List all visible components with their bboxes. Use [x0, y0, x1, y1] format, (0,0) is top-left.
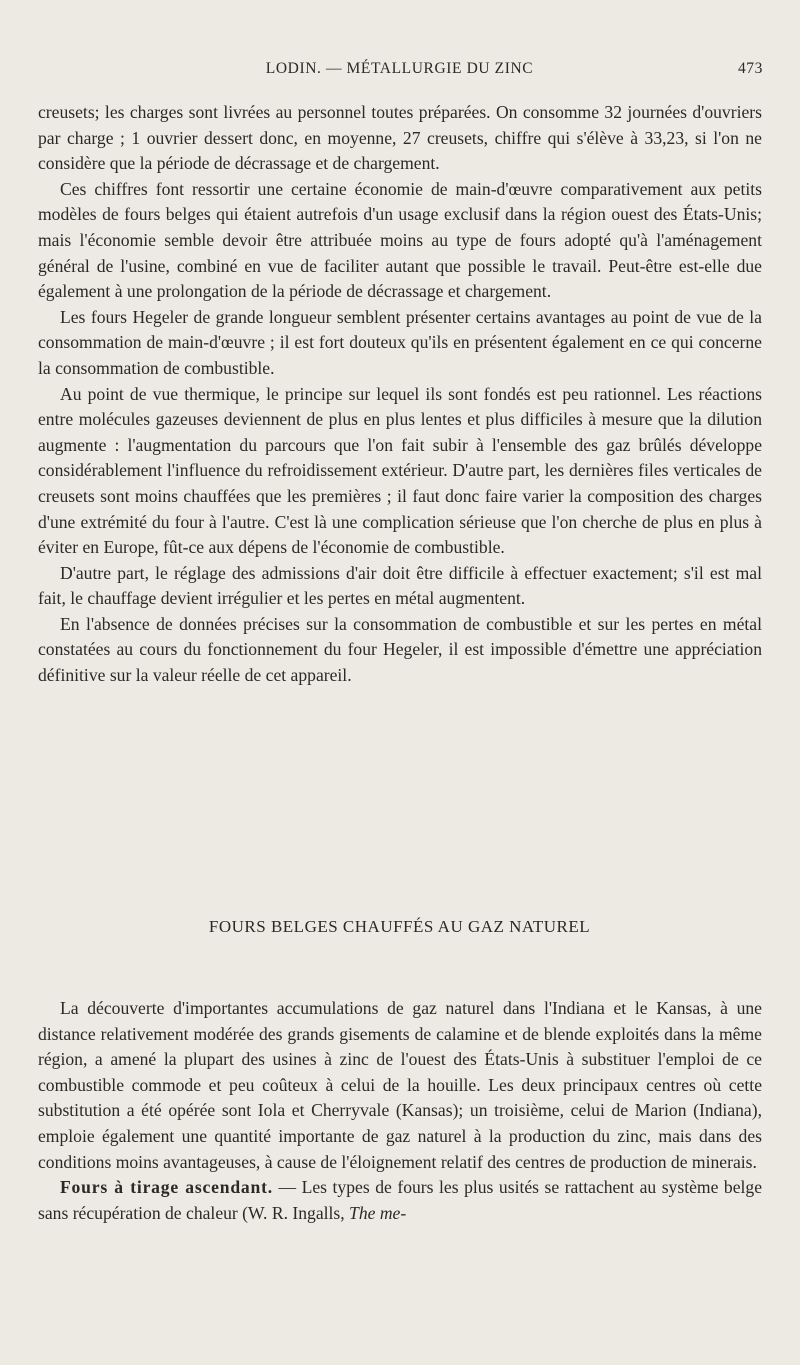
paragraph-air-regulation: D'autre part, le réglage des admissions d'air doit être difficile à effectuer exactement; s'il est mal fait, le chauffage devient irrégulier et les pertes en métal augmentent. [38, 562, 762, 609]
run-in-text: — Les types de fours les plus usités se rattachent au système belge sans récupération de chaleur (W. R. Ingalls, [38, 1177, 763, 1223]
paragraph-continuation: creusets; les charges sont livrées au personnel toutes préparées. On consomme 32 journées d'ouvriers par charge ; 1 ouvrier dessert donc, en moyenne, 27 creusets, chiffre qui s'élève à 33,23, si l'on ne considère que la période de décrassage et de chargement. [38, 102, 762, 174]
section-title: FOURS BELGES CHAUFFÉS AU GAZ NATUREL [208, 917, 591, 936]
body-text-top [38, 100, 762, 689]
body-text-bottom [38, 996, 762, 1226]
paragraph-labor-economy: Ces chiffres font ressortir une certaine économie de main-d'œuvre comparativement aux petits modèles de fours belges qui étaient autrefois d'un usage exclusif dans la région ouest des États-Unis; mais l'économie semble devoir être attribuée moins au type de fours adopté qu'à l'aménagement général de l'usine, combiné en vue de faciliter autant que possible le travail. Peut-être est-elle due également à une prolongation de la période de décrassage et chargement. [38, 178, 762, 302]
paragraph-updraft-furnaces [38, 1175, 762, 1226]
run-in-heading: Fours à tirage ascendant. [60, 1177, 273, 1198]
paragraph-thermal-principle: Au point de vue thermique, le principe sur lequel ils sont fondés est peu rationnel. Les réactions entre molécules gazeuses deviennent de plus en plus lentes et plus difficiles à mesure que la dilution augmente : l'augmentation du parcours que l'on fait subir à l'ensemble des gaz brûlés développe considérablement l'influence du refroidissement extérieur. D'autre part, les dernières files verticales de creusets sont moins chauffées que les premières ; il faut donc faire varier la composition des charges d'une extrémité du four à l'autre. C'est là une complication sérieuse que l'on cherche de plus en plus à éviter en Europe, fût-ce aux dépens de l'économie de combustible. [38, 383, 762, 558]
paragraph-hegeler-advantages: Les fours Hegeler de grande longueur semblent présenter certains avantages au point de vue de la consommation de main-d'œuvre ; il est fort douteux qu'ils en présentent également en ce qui concerne la consommation de combustible. [38, 306, 762, 378]
running-title: LODIN. — MÉTALLURGIE DU ZINC [265, 60, 534, 77]
paragraph-conclusion: En l'absence de données précises sur la consommation de combustible et sur les pertes en métal constatées au cours du fonctionnement du four Hegeler, il est impossible d'émettre une appréciation définitive sur la valeur réelle de cet appareil. [38, 613, 762, 686]
italic-title-fragment: The me- [349, 1202, 407, 1223]
paragraph-natural-gas: La découverte d'importantes accumulations de gaz naturel dans l'Indiana et le Kansas, à une distance relativement modérée des grands gisements de calamine et de blende exploités dans la même région, a amené la plupart des usines à zinc de l'ouest des États-Unis à substituer l'emploi de ce combustible commode et peu coûteux à celui de la houille. Les deux principaux centres où cette substitution a été opérée sont Iola et Cherryvale (Kansas); un troisième, celui de Marion (Indiana), emploie également une quantité importante de gaz naturel à la production du zinc, mais dans des conditions moins avantageuses, à cause de l'éloignement relatif des centres de production de minerais. [38, 998, 762, 1172]
running-head [36, 60, 763, 82]
page-number: 473 [737, 60, 763, 77]
